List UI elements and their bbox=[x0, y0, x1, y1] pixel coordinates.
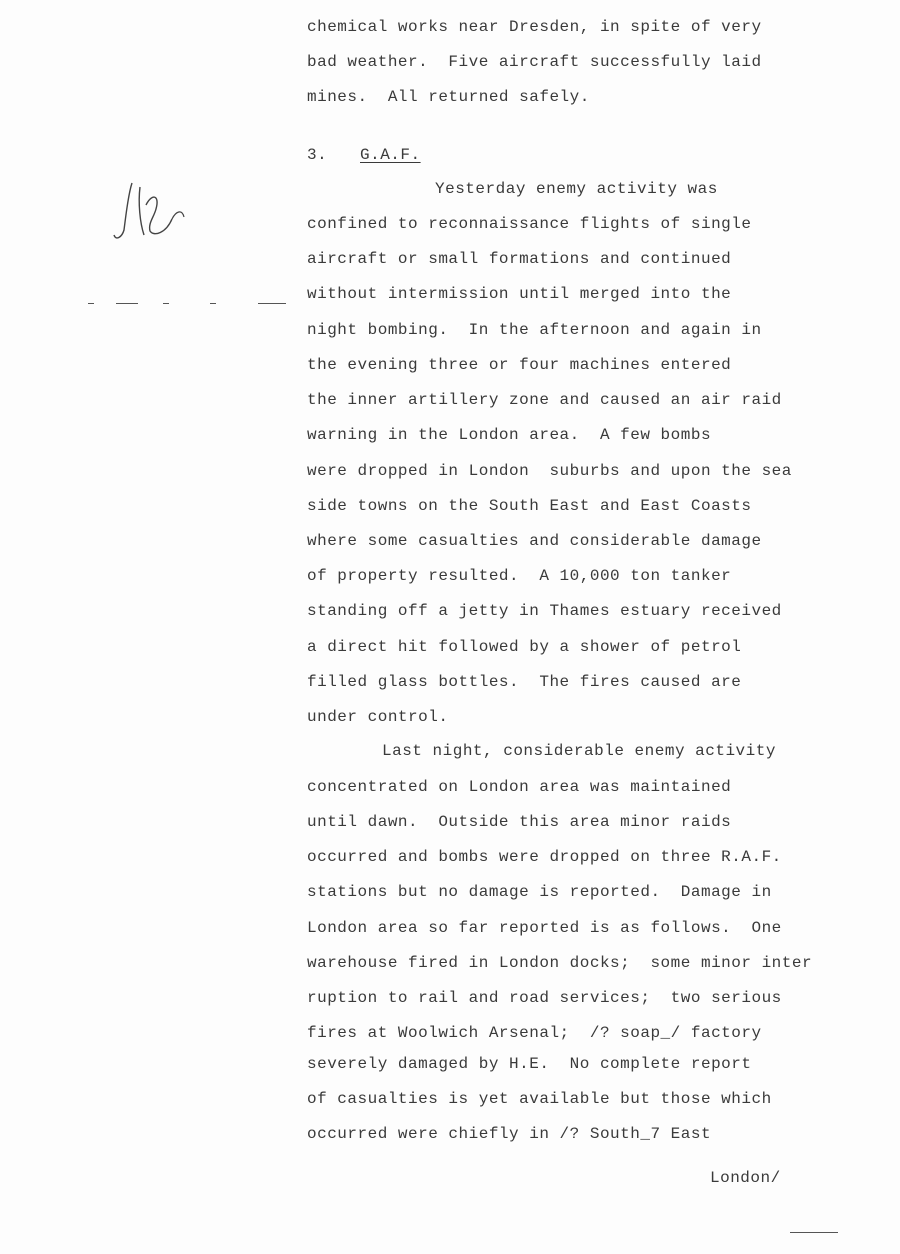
paragraph-line: the evening three or four machines entered bbox=[307, 356, 732, 374]
paragraph-line: warning in the London area. A few bombs bbox=[307, 426, 712, 444]
paragraph-line: Last night, considerable enemy activity bbox=[382, 742, 776, 760]
paragraph-line: under control. bbox=[307, 708, 449, 726]
catchword: London/ bbox=[710, 1169, 781, 1187]
paragraph-line: severely damaged by H.E. No complete report bbox=[307, 1055, 752, 1073]
paragraph-line: fires at Woolwich Arsenal; /? soap_/ factory bbox=[307, 1024, 762, 1042]
paragraph-line: confined to reconnaissance flights of single bbox=[307, 215, 752, 233]
paragraph-line: were dropped in London suburbs and upon the sea bbox=[307, 462, 792, 480]
margin-dash-1 bbox=[88, 303, 94, 304]
paragraph-line: occurred and bombs were dropped on three R.A.F. bbox=[307, 848, 782, 866]
paragraph-line: without intermission until merged into the bbox=[307, 285, 732, 303]
paragraph-line: concentrated on London area was maintained bbox=[307, 778, 732, 796]
paragraph-line: stations but no damage is reported. Damage in bbox=[307, 883, 772, 901]
paragraph-line: London area so far reported is as follows. One bbox=[307, 919, 782, 937]
margin-dash-4 bbox=[210, 303, 216, 304]
paragraph-line: side towns on the South East and East Coasts bbox=[307, 497, 752, 515]
paragraph-line: ruption to rail and road services; two serious bbox=[307, 989, 782, 1007]
paragraph-line: a direct hit followed by a shower of petrol bbox=[307, 638, 742, 656]
paragraph-line: until dawn. Outside this area minor raids bbox=[307, 813, 732, 831]
paragraph-line: occurred were chiefly in /? South_7 East bbox=[307, 1125, 712, 1143]
bottom-rule bbox=[790, 1232, 838, 1233]
margin-dash-2 bbox=[116, 303, 138, 304]
margin-dash-5 bbox=[258, 303, 286, 304]
paragraph-line: night bombing. In the afternoon and again in bbox=[307, 321, 762, 339]
paragraph-line: aircraft or small formations and continued bbox=[307, 250, 732, 268]
margin-dash-3 bbox=[163, 303, 169, 304]
handwritten-initials bbox=[110, 175, 190, 245]
section-heading: G.A.F. bbox=[360, 146, 421, 164]
paragraph-line: of casualties is yet available but those which bbox=[307, 1090, 772, 1108]
text-line: mines. All returned safely. bbox=[307, 88, 590, 106]
paragraph-line: filled glass bottles. The fires caused are bbox=[307, 673, 742, 691]
paragraph-line: the inner artillery zone and caused an air raid bbox=[307, 391, 782, 409]
paragraph-line: Yesterday enemy activity was bbox=[435, 180, 718, 198]
paragraph-line: where some casualties and considerable damage bbox=[307, 532, 762, 550]
paragraph-line: standing off a jetty in Thames estuary received bbox=[307, 602, 782, 620]
paragraph-line: of property resulted. A 10,000 ton tanker bbox=[307, 567, 732, 585]
text-line: bad weather. Five aircraft successfully laid bbox=[307, 53, 762, 71]
text-line: chemical works near Dresden, in spite of very bbox=[307, 18, 762, 36]
paragraph-line: warehouse fired in London docks; some minor inter bbox=[307, 954, 813, 972]
section-number: 3. bbox=[307, 146, 328, 164]
